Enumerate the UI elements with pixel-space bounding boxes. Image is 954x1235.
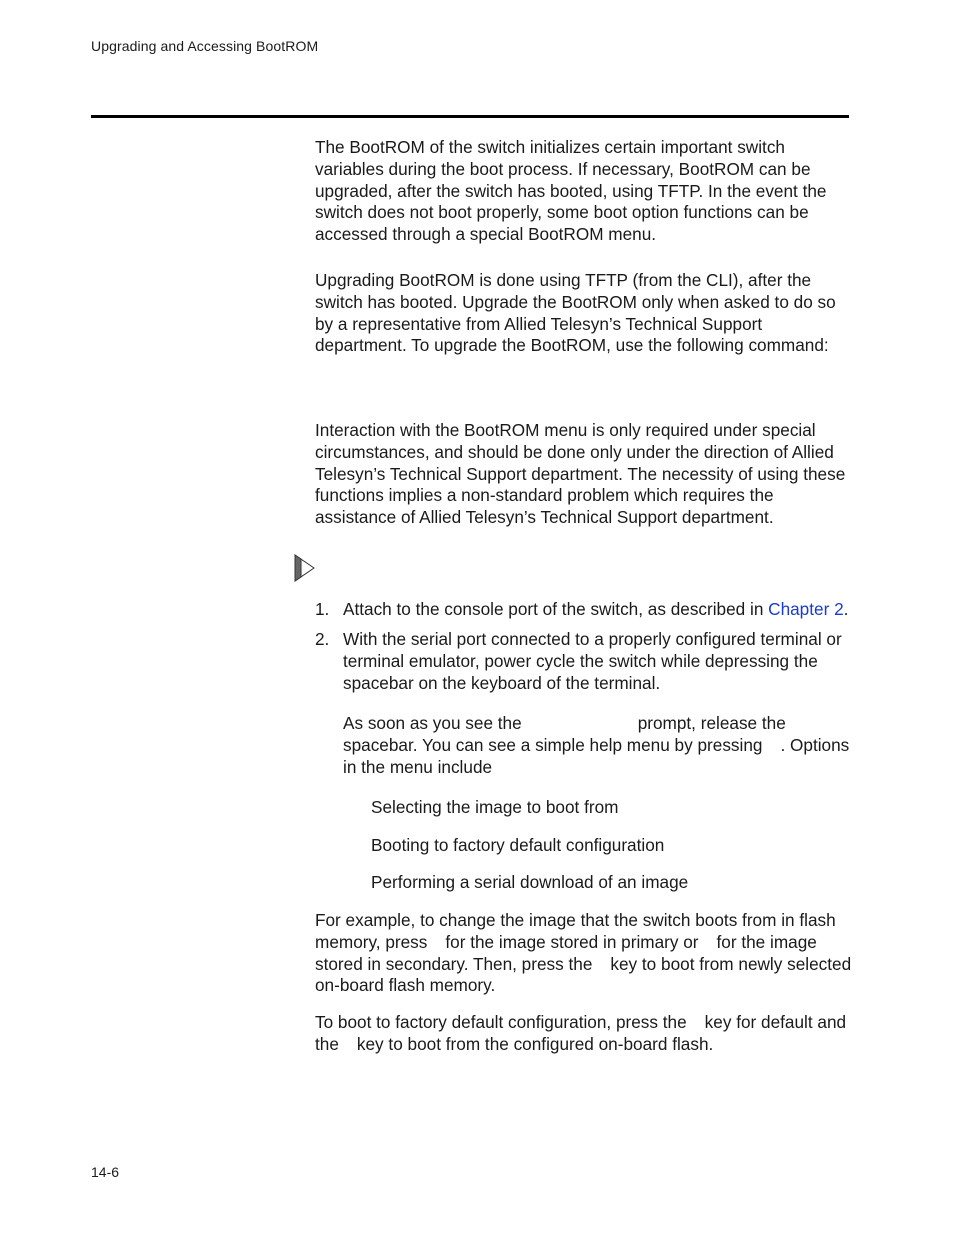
example-part3: for the image stored in secondary. Then, press the (315, 931, 817, 974)
followup-part1: As soon as you see the (343, 713, 522, 733)
followup-part3: . Options in the menu include (343, 734, 850, 777)
header-rule (91, 115, 849, 118)
factory-part1: To boot to factory default configuration, press the (315, 1012, 687, 1032)
factory-part3: key to boot from the configured on-board flash. (356, 1033, 714, 1054)
option-item: Booting to factory default configuration (371, 835, 665, 855)
example-part4: key to boot from newly selected on-board flash memory. (315, 953, 852, 996)
pointer-arrow-icon (294, 554, 316, 582)
example-paragraph (315, 910, 855, 997)
step-number: 1. (315, 599, 330, 619)
example-part1: For example, to change the image that the switch boots from in flash memory, press (315, 910, 836, 952)
running-header: Upgrading and Accessing BootROM (91, 38, 319, 54)
example-part2: for the image stored in primary or (445, 931, 699, 952)
option-item: Performing a serial download of an image (371, 872, 689, 892)
step-1-text-start: Attach to the console port of the switch, as described in (343, 599, 769, 619)
factory-part2: key for default and the (315, 1012, 847, 1054)
step-2-followup (343, 713, 855, 778)
interaction-paragraph: Interaction with the BootROM menu is only required under special circumstances, and should be done only under the direction of Allied Telesyn’s Technical Support department. The necessity of using these functions implies a non-standard problem which requires the assistance of Allied Telesyn’s Technical Support department. (315, 420, 846, 528)
page-number: 14-6 (91, 1164, 120, 1180)
step-number: 2. (315, 629, 330, 649)
factory-paragraph (315, 1012, 855, 1056)
followup-part2: prompt, release the spacebar. You can see a simple help menu by pressing (343, 713, 786, 755)
step-2-text: With the serial port connected to a properly configured terminal or terminal emulator, power cycle the switch while depressing the spacebar on the keyboard of the terminal. (343, 629, 842, 693)
option-item: Selecting the image to boot from (371, 797, 619, 817)
chapter-2-link[interactable]: Chapter 2 (768, 599, 844, 619)
step-1-text (343, 599, 855, 621)
step-1-text-end: . (843, 599, 849, 619)
intro-paragraph: The BootROM of the switch initializes certain important switch variables during the boot process. If necessary, BootROM can be upgraded, after the switch has booted, using TFTP. In the event the switch does not boot properly, some boot option functions can be accessed through a special BootROM menu. (315, 137, 827, 245)
upgrading-paragraph: Upgrading BootROM is done using TFTP (from the CLI), after the switch has booted. Upgrade the BootROM only when asked to do so by a representative from Allied Telesyn’s Technical Support department. To upgrade the BootROM, use the following command: (315, 270, 836, 356)
